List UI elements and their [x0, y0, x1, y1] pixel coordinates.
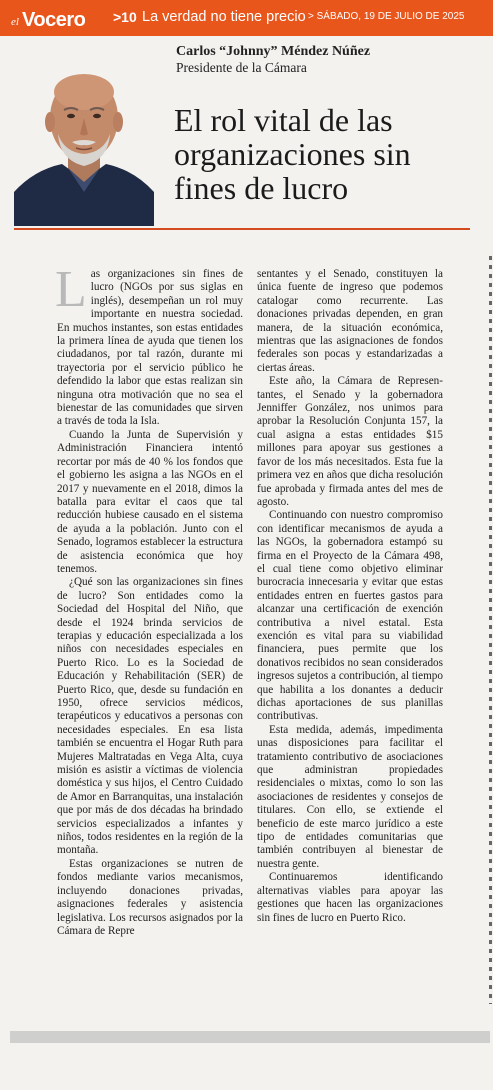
article-column-2: [257, 268, 443, 925]
section-rule: [14, 228, 470, 230]
header-bar: [0, 0, 493, 36]
paragraph: Esta medida, además, impedimenta unas disposiciones para facilitar el tratamiento contributivo de asociaciones que administran propiedades residenciales o mixtas, como lo son las asociaciones de residentes y consejos de titulares. Con ello, se extiende el beneficio de este marco jurídico a este tipo de entidades comunitarias que también contribuyen al bienestar de nuestra gente.: [257, 723, 443, 870]
page-number: >10: [113, 9, 137, 25]
author-photo: [14, 42, 154, 226]
paragraph: Continuaremos identificando alternativas viables para apoyar las gestiones que hacen las organizaciones sin fines de lucro en Puerto Rico.: [257, 871, 443, 924]
paragraph: [55, 261, 243, 429]
article-column-1: [55, 261, 243, 938]
slogan: La verdad no tiene precio: [142, 9, 306, 25]
page-margin: [0, 1043, 493, 1090]
paragraph: Cuando la Junta de Supervisión y Administración Financiera intentó recortar por más de 40 % los fondos que el gobierno les asigna a las NGOs en el 2017 y nuevamente en el 2018, dimos la batalla para evitar el caos que tal reducción hubiese causado en el sistema de ayuda a la población. Junto con el Senado, logramos establecer la estructura de asistencia económica que hoy tenemos.: [57, 428, 243, 575]
paragraph: ¿Qué son las organizaciones sin fines de lucro? Son entidades como la Sociedad del Hospital del Niño, que desde el 1924 brinda servicios de terapias y educación especializada a los niños con necesidades especiales en Puerto Rico. Lo es la Sociedad de Educación y Rehabilitación (SER) de Puerto Rico, que, desde su fundación en 1950, ofrece servicios médicos, terapéuticos y educativos a personas con necesidades especiales. En esa lista también se encuentra el Hogar Ruth para Mujeres Maltratadas en Vega Alta, cuya misión es asistir a víctimas de violencia doméstica y sus hijos, el Centro Cuidado de Amor en Barranquitas, una instalación que por más de dos décadas ha brindado servicios especializados a infantes y niños, todos residentes en la región de la montaña.: [57, 576, 243, 857]
headline: El rol vital de las organizaciones sin fines de lucro: [174, 102, 411, 206]
vocero-logo: [11, 5, 89, 31]
drop-cap: L: [55, 261, 87, 318]
logo-el: el: [11, 16, 19, 28]
dateline: > SÁBADO, 19 DE JULIO DE 2025: [308, 11, 465, 22]
page-bottom-band: [10, 1031, 490, 1043]
paragraph: Este año, la Cámara de Representantes, el Senado y la gobernadora Jenniffer González, nos unimos para aprobar la Resolución Conjunta 157, la cual asigna a estas entidades $15 millones para apoyar sus gestiones a favor de los más necesitados. Esta fue la primera vez en años que dicha resolución fue aprobada y firmada antes del mes de agosto.: [257, 375, 443, 508]
paragraph: sentantes y el Senado, constituyen la única fuente de ingreso que podemos catalogar como recurrente. Las donaciones privadas dependen, en gran manera, de la situación económica, mientras que las asignaciones de fondos federales son pocas y estandarizadas a ciertas áreas.: [257, 268, 443, 374]
paragraph-text: as organizaciones sin fines de lucro (NGOs por sus siglas en inglés), desempeñan un rol muy importante en nuestra sociedad. En muchos instantes, son estas entidades la primera línea de ayuda que tienen los ciudadanos, por tal razón, durante mi trayectoria por el servicio público he defendido la labor que estas realizan sin ninguna otra motivación que no sea el bienestar de las comunidades que sirven a través de toda la Isla.: [57, 268, 243, 428]
author-name: Carlos “Johnny” Méndez Núñez: [176, 44, 371, 59]
author-title: Presidente de la Cámara: [176, 60, 307, 75]
logo-name: Vocero: [22, 9, 86, 31]
paragraph: Estas organizaciones se nutren de fondos mediante varios mecanismos, incluyendo donaciones privadas, asignaciones federales y asistencia legislativa. Los recursos asignados por la Cámara de Repre: [57, 857, 243, 937]
fold-marks: [489, 256, 492, 1004]
paragraph: Continuando con nuestro compromiso con identificar mecanismos de ayuda a las NGOs, la gobernadora estampó su firma en el Proyecto de la Cámara 498, el cual tiene como objetivo eliminar burocracia innecesaria y evitar que estas entidades entren en fuertes gastos para alcanzar una certificación de exención contributiva a nivel estatal. Esta exención es vital para su viabilidad financiera, pues permite que los donativos recibidos no sean considerados ingresos sujetos a contribución, al tiempo que habilita a los donantes a deducir dichas aportaciones de sus planillas contributivas.: [257, 509, 443, 723]
